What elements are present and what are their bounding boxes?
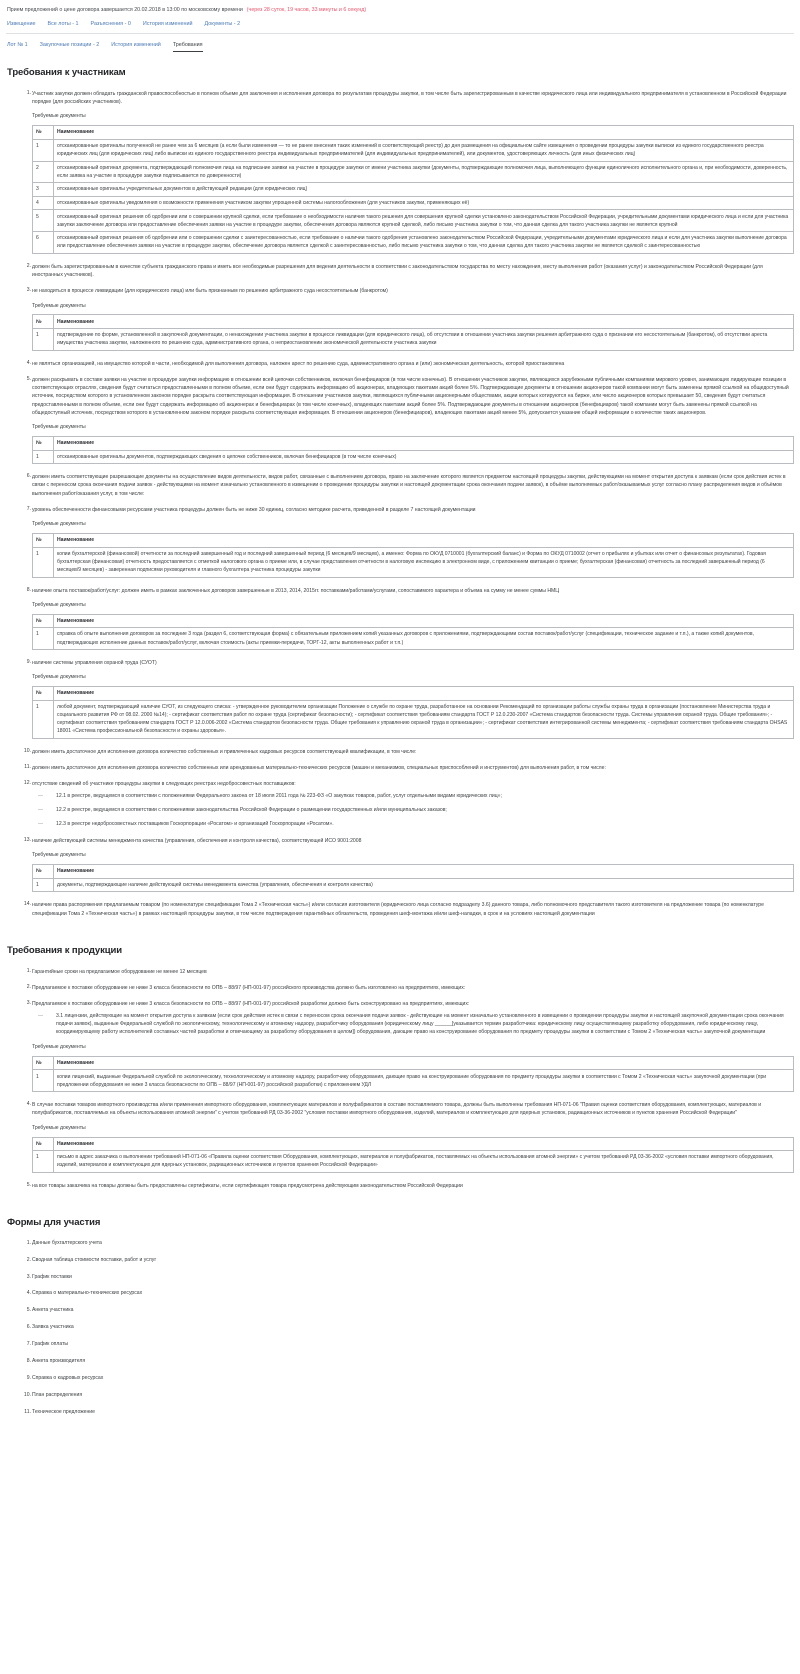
requirement-item [6,764,794,772]
table-row [33,232,794,254]
column-header-number: № [33,534,54,548]
column-header-name: Наименование [54,126,794,140]
document-name: отсканированный оригинал решения об одобрении или о совершении крупной сделки, если требование о необходимости наличия такого решения для совершения крупной сделки установлено законодательством Российской Федерации, учредительными документами юридического лица и если для участника закупки заключение договора или предоставление обеспечения заявки на участие в процедуре закупки, обеспечения договора являются крупной сделкой, либо письмо участника закупки о том, что данная сделка для такого участника закупки не является крупной [54,210,794,232]
document-name: подтверждение по форме, установленной в закупочной документации, о ненахождении участника закупки в процессе ликвидации (для юридического лица), об отсутствии в отношении участника закупки решения арбитражного суда о признании его несостоятельным (банкротом), об отсутствии ареста имущества участника закупки, наложенного по решению суда, административного органа, о неприостановлении экономической деятельности участника закупки [54,328,794,350]
requirement-item [6,587,794,650]
document-name: отсканированный оригинал решения об одобрении или о совершении сделки с заинтересованностью, если требование о наличии такого одобрения установлено законодательством Российской Федерации, учредительными документами юридического лица и если для участника закупки выполнение договора или предоставление обеспечения заявки на участие в процедуре закупки, обеспечение договора является сделкой с заинтересованностью, либо письмо участника закупки о том, что данная сделка для такого участника закупки не является сделкой с заинтересованностью [54,232,794,254]
requirement-text: наличие права распоряжения предлагаемым товаром (по номенклатуре спецификации Тома 2 «Техническая часть») и/или согласия изготовителя (юридического лица согласно подразделу 3.6) данного товара, либо полномочного представителя такого изготовителя на предложение товара (по номенклатуре спецификации Тома 2 «Техническая часть») в рамках настоящей процедуры закупки, в том числе подтверждения гарантийных обязательств, проведения шеф-монтажа и/или шеф-наладки, в срок и на условиях настоящей документации [32,902,764,917]
column-header-number: № [33,1137,54,1151]
required-documents-block [32,424,794,464]
column-header-number: № [33,437,54,451]
required-documents-table [32,436,794,464]
requirement-item [6,263,794,280]
requirement-text: должен иметь достаточное для исполнения договора количество собственных или арендованных материально-технических ресурсов (машин и механизмов, специальных приспособлений и инструментов) для выполнения работ, в том числе: [32,764,606,771]
participants-requirements-list [6,90,794,918]
table-row [33,183,794,197]
table-row [33,1151,794,1173]
required-documents-label: Требуемые документы [32,302,86,309]
requirement-item [6,968,794,976]
column-header-name: Наименование [54,534,794,548]
requirement-subitem: — 12.1 в реестре, ведущемся в соответствии с положениями Федерального закона от 18 июля 2011 года № 223-ФЗ «О закупках товаров, работ, услуг отдельными видами юридических лиц»; [32,793,794,801]
deadline-text: Прием предложений о цене договора завершается 20.02.2018 в 13:00 по московскому времени [7,7,243,13]
document-index: 1 [33,878,54,892]
requirement-item [6,748,794,756]
tab-lot-change-history[interactable]: История изменений [111,41,161,48]
tab-documents[interactable]: Документы - 2 [204,21,241,28]
requirement-text: должен раскрывать в составе заявки на участие в процедуре закупки информацию в отношении всей цепочки собственников, включая бенефициаров (в том числе конечных). В отношении участников закупки, являющихся зарубежными публичными компаниями мирового уровня, занимающих лидирующие позиции в соответствующих отраслях, сведения будут считаться предоставленными в полном объеме, если они будут содержать информацию об акционерах, владеющих пакетами акций более 5%. Подтверждающие документы в отношении акционеров такой компании могут быть заменены прямой ссылкой на общедоступный источник, посредством которого в установленном законом порядке раскрыта соответствующая информация. В отношении участников закупки, являющихся публичными акционерными обществами, акции которых котируются на бирже, или число акционеров которых превышает 50, сведения будут считаться предоставленными в полном объеме, если они будут содержать информацию об акционерах и бенефициарах (в том числе конечных), владеющих пакетами акций более 5%. Подтверждающие документы в отношении акционеров (бенефициаров) такой компании могут быть заменены прямой ссылкой на общедоступный источник, посредством которого в установленном законом порядке раскрыта соответствующая информация. В отношении акционеров (бенефициаров), владеющих пакетами акций менее 5%, допускается указание общей информации о количестве таких акционеров. [32,376,789,416]
document-index: 1 [33,628,54,650]
form-item[interactable]: Заявка участника [32,1324,74,1331]
requirement-text: не являться организацией, на имущество которой в части, необходимой для выполнения договора, наложен арест по решению суда, административного органа и (или) экономическая деятельность, которой приостановлена [32,360,565,367]
document-index: 1 [33,547,54,577]
table-row [33,628,794,650]
column-header-name: Наименование [54,687,794,701]
requirement-text: Гарантийные сроки на предлагаемое оборудование не менее 12 месяцев [32,968,207,975]
requirement-item [6,376,794,464]
primary-tab-bar [6,14,794,33]
document-name: копии лицензий, выданные Федеральной службой по экологическому, технологическому и атомному надзору, разработчику оборудования, дающие право на конструирование оборудования по предмету процедуры закупки в соответствии с Томом 2 «Техническая часть» закупочной документации (при предложении оборудования не ниже 3 класса безопасности по ОПБ – 88/97 (НП-001-97) российской разработки) с приложением УДЛ [54,1070,794,1092]
column-header-name: Наименование [54,865,794,879]
column-header-number: № [33,614,54,628]
table-row [33,1070,794,1092]
requirement-text: не находиться в процессе ликвидации (для юридического лица) или быть признанным по решению арбитражного суда несостоятельным (банкротом) [32,288,388,295]
document-index: 3 [33,183,54,197]
document-index: 1 [33,328,54,350]
document-name: отсканированные оригиналы полученной не ранее чем за 6 месяцев (а если были изменения — то не ранее внесения таких изменений в соответствующий реестр) до дня размещения на официальном сайте извещения о проведении процедуры закупки выписки из единого государственного реестра юридических лиц (для юридических лиц) либо выписки из единого государственного реестра индивидуальных предпринимателей (для индивидуальных предпринимателей), или документов, удостоверяющих личность (для иных физических лиц) [54,139,794,161]
form-item[interactable]: Анкета производителя [32,1357,86,1364]
table-row [33,139,794,161]
required-documents-block [32,852,794,892]
form-item[interactable]: График поставки [32,1273,72,1280]
required-documents-label: Требуемые документы [32,1124,86,1131]
required-documents-label: Требуемые документы [32,674,86,681]
column-header-number: № [33,865,54,879]
secondary-tab-bar [6,34,794,52]
table-header-row [33,1137,794,1151]
forms-title: Формы для участия [7,1217,101,1229]
form-item[interactable]: План распределения [32,1391,83,1398]
document-index: 2 [33,161,54,183]
requirement-text: должен быть зарегистрированным в качестве субъекта гражданского права и иметь все необходимые разрешения для ведения деятельности в соответствии с законодательством государства по месту нахождения, месту выполнения работ (оказания услуг) и законодательством Российской Федерации (для иностранных участников). [32,263,763,279]
requirement-subitem: — 12.3 в реестре недобросовестных поставщиков Госкорпорации «Росатом» и организаций Госкорпорации «Росатом». [32,821,794,829]
required-documents-table [32,125,794,254]
column-header-name: Наименование [54,1137,794,1151]
requirement-text: уровень обеспеченности финансовыми ресурсами участника процедуры должен быть не ниже 30 единиц, согласно методике расчета, приведенной в разделе 7 настоящей документации [32,506,476,513]
table-header-row [33,315,794,329]
participation-forms-list [6,1240,794,1417]
requirement-subitem-list [32,793,794,829]
requirement-item [6,506,794,578]
submission-deadline-notice [6,5,794,14]
table-header-row [33,534,794,548]
products-requirements-list [6,968,794,1190]
deadline-countdown: (через 28 суток, 19 часов, 33 минуты и 6 секунд) [246,7,367,13]
required-documents-label: Требуемые документы [32,424,86,431]
requirement-text: Предлагаемое к поставке оборудование не ниже 3 класса безопасности по ОПБ – 88/97 (НП-001-97) российской разработки должно быть сконструировано на предприятиях, имеющих: [32,1001,470,1008]
form-item[interactable]: Сводная таблица стоимости поставки, работ и услуг [32,1256,157,1263]
document-index: 6 [33,232,54,254]
document-index: 5 [33,210,54,232]
required-documents-block [32,1125,794,1173]
table-row [33,547,794,577]
document-index: 4 [33,196,54,210]
participants-requirements-title: Требования к участникам [7,67,126,79]
required-documents-block [32,674,794,739]
table-row [33,700,794,738]
requirement-subitem-list [32,1013,794,1037]
document-name: отсканированный оригинал документа, подтверждающий полномочия лица на подписание заявки на участие в процедуре закупки от имени участника закупки (документы, подтверждающие полномочия лица, выполняющего функции единоличного исполнительного органа и, при необходимости, доверенность, если заявка на участие в процедуре закупки подписывается по доверенности) [54,161,794,183]
requirement-item [6,360,794,368]
table-row [33,450,794,464]
document-index: 1 [33,1070,54,1092]
requirement-item [6,1182,794,1190]
tab-purchase-positions[interactable]: Закупочные позиции - 2 [39,41,100,48]
required-documents-label: Требуемые документы [32,852,86,859]
requirement-item [6,659,794,739]
form-item[interactable]: Справка о материально-технических ресурсах [32,1290,143,1297]
table-header-row [33,437,794,451]
table-row [33,328,794,350]
requirement-text: наличие системы управления охраной труда (СУОТ) [32,659,157,666]
requirement-item [6,287,794,350]
document-index: 1 [33,700,54,738]
document-name: письмо в адрес заказчика о выполнении требований НП-071-06 «Правила оценки соответствия Оборудования, комплектующих, материалов и полуфабрикатов, поставляемых на объекты использования атомной энергии» с учетом требований РД 03-36-2002 «условия поставки импортного оборудования, изделий, материалов и комплектующих для ядерных установок, радиационных источников и пунктов хранения Российской Федерации» [54,1151,794,1173]
required-documents-block [32,1044,794,1092]
requirement-item [6,473,794,498]
table-row [33,161,794,183]
document-name: копии бухгалтерской (финансовой) отчетности за последний завершенный год и последний завершенный период (6 месяцев/9 месяцев), а именно: Форма по ОКУД 0710001 (бухгалтерский баланс) и Форма по ОКУД 0710002 (отчет о прибылях и убытках или отчет о финансовых результатах). Годовая бухгалтерская (финансовая) отчетность предоставляется с отметкой налогового органа о приеме или, в случае представления отчетности в налоговую инспекцию в электронном виде, с приложением квитанции о приеме; бухгалтерская (финансовая) отчетность за последний завершенный период (6 месяцев/9 месяцев) - заверенная подписями руководителя и главного бухгалтера участника процедуры закупки [54,547,794,577]
required-documents-block [32,521,794,577]
required-documents-table [32,533,794,577]
document-name: отсканированные оригиналы уведомления о возможности применения участником закупки упрощенной системы налогообложения (для участников закупки, применяющих её) [54,196,794,210]
document-name: отсканированные оригиналы документов, подтверждающих сведения о цепочке собственников, включая бенефициаров (в том числе конечных) [54,450,794,464]
required-documents-table [32,1056,794,1092]
table-row [33,210,794,232]
column-header-name: Наименование [54,614,794,628]
requirement-subitem: — 12.2 в реестре, ведущемся в соответствии с положениями законодательства Российской Федерации о размещении государственных и/или муниципальных заказов; [32,807,794,815]
required-documents-block [32,303,794,351]
required-documents-label: Требуемые документы [32,601,86,608]
column-header-name: Наименование [54,437,794,451]
requirement-subitem: — 3.1 лицензии, действующие на момент открытия доступа к заявкам (если срок действия истек в связи с переносом срока окончания подачи заявок - действующие на момент изначально установленного в извещении о проведении процедуры закупки и настоящей закупочной документации срока окончания подачи заявок), выданные Федеральной службой по экологическому, технологическому и атомному надзору, разработчику оборудования (юридическому лицу ______[указывается термин разработчика: юридическому лицу осуществляющему разработку оборудования, либо юридическому лицу, координирующему работу исполнителей составных частей разработки и отвечающему за разработку оборудования в целом]) оборудования, дающие право на конструирование оборудования по предмету процедуры закупки в соответствии с Томом 2 «Техническая часть» закупочной документации [32,1013,794,1037]
form-item[interactable]: Анкета участника [32,1307,74,1314]
required-documents-block [32,602,794,650]
form-item[interactable]: Данные бухгалтерского учета [32,1239,102,1246]
requirement-text: должен иметь соответствующие разрешающие документы на осуществление видов деятельности, видов работ, связанные с выполнением договора, право на заключение которого является предметом настоящей процедуры закупки, действующими на момент открытия доступа к заявкам (если срок действия истек в связи с переносом срока окончания подачи заявок - действующими на момент изначально установленного в извещении о проведении процедуры закупки и настоящей документации срока окончания подачи заявок), в объёме выполняемых работ/оказываемых услуг согласно плану распределения видов и объёмов выполнения работ/оказания услуг, в том числе: [32,474,786,497]
tab-all-lots[interactable]: Все лоты - 1 [47,21,79,28]
form-item[interactable]: Техническое предложение [32,1408,95,1415]
column-header-number: № [33,126,54,140]
products-requirements-title: Требования к продукции [7,944,122,956]
table-header-row [33,614,794,628]
requirement-item [6,837,794,892]
requirement-text: Предлагаемое к поставке оборудование не ниже 3 класса безопасности по ОПБ – 88/97 (НП-001-97) российского производства должно быть изготовлено на предприятиях, имеющих: [32,984,466,991]
requirement-text: должен иметь достаточное для исполнения договора количество собственных и привлеченных кадровых ресурсов соответствующей квалификации, в том числе: [32,748,417,755]
tab-change-history[interactable]: История изменений [142,21,193,28]
requirement-text: Участник закупки должен обладать гражданской правоспособностью в полном объеме для заключения и исполнения договора по результатам процедуры закупки, в том числе быть зарегистрированным в качестве юридического лица или индивидуального предпринимателя в установленном в Российской Федерации порядке (для российских участников). [32,90,787,106]
tab-izveshchenie[interactable]: Извещение [7,21,36,28]
requirement-item [6,780,794,829]
required-documents-label: Требуемые документы [32,1043,86,1050]
document-name: справка об опыте выполнения договоров за последние 3 года (раздел 6, соответствующая форма) с обязательным приложением копий указанных договоров с приложениями, подтверждающими состав поставок/работ/услуг (спецификации, техническое задание и т.п.), а также копий документов, подтверждающих исполнение данных поставок/работ/услуг, включая стоимость (акты приемки-передачи, ТОРГ-12, акты выполненных работ и т.п.) [54,628,794,650]
required-documents-label: Требуемые документы [32,113,86,120]
tab-clarifications[interactable]: Разъяснения - 0 [90,21,131,28]
requirement-item [6,1101,794,1173]
requirement-item [6,984,794,992]
tab-lot-1[interactable]: Лот № 1 [7,41,28,48]
document-name: документы, подтверждающие наличие действующей системы менеджмента качества (управления, обеспечения и контроля качества) [54,878,794,892]
table-row [33,878,794,892]
required-documents-table [32,614,794,650]
tab-requirements[interactable]: Требования [173,41,203,52]
requirement-item [6,1000,794,1092]
required-documents-table [32,314,794,350]
column-header-number: № [33,315,54,329]
column-header-number: № [33,1056,54,1070]
required-documents-block [32,113,794,253]
form-item[interactable]: График оплаты [32,1341,69,1348]
requirement-item [6,90,794,254]
table-header-row [33,126,794,140]
table-header-row [33,1056,794,1070]
document-index: 1 [33,139,54,161]
requirement-text: наличие действующей системы менеджмента качества (управления, обеспечения и контроля качества), соответствующей ИСО 9001:2008 [32,838,362,845]
table-header-row [33,687,794,701]
required-documents-table [32,1137,794,1173]
column-header-name: Наименование [54,1056,794,1070]
requirement-text: отсутствие сведений об участнике процедуры закупки в следующих реестрах недобросовестных поставщиков: [32,781,296,788]
table-row [33,196,794,210]
form-item[interactable]: Справка о кадровых ресурсах [32,1374,104,1381]
requirement-item [6,901,794,918]
required-documents-table [32,864,794,892]
requirement-text: наличие опыта поставок/работ/услуг: должен иметь в рамках заключенных договоров завершенные в 2013, 2014, 2015гг. поставками/работами/услугами, сопоставимого характера и объема на сумму не менее суммы НМЦ [32,587,560,594]
document-index: 1 [33,1151,54,1173]
column-header-number: № [33,687,54,701]
requirement-text: В случае поставки товаров импортного производства и/или применения импортного оборудования, комплектующих материалов и полуфабрикатов в составе поставляемого товара, должны быть выполнены требования НП-071-06 "Правил оценки соответствия оборудования, комплектующих, материалов и полуфабрикатов, поставляемых на объекты использования атомной энергии" с учетом требований РД 03-36-2002 "условия поставки импортного оборудования, изделий, материалов и комплектующих для ядерных установок, радиационных источников и пунктов хранения Российской Федерации" [32,1102,762,1117]
document-index: 1 [33,450,54,464]
requirement-text: на все товары заказчика на товары должны быть предоставлены сертификаты, если сертификация товара предусмотрена действующим законодательством Российской Федерации [32,1182,463,1189]
table-header-row [33,865,794,879]
required-documents-label: Требуемые документы [32,521,86,528]
column-header-name: Наименование [54,315,794,329]
document-name: отсканированные оригиналы учредительных документов в действующей редакции (для юридических лиц) [54,183,794,197]
required-documents-table [32,686,794,739]
document-name: любой документ, подтверждающий наличие СУОТ, из следующего списка: - утвержденное руководителем организации Положение о службе по охране труда, разработанное на основании Рекомендаций по организации работы службы охраны труда в организации (постановление Министерства труда и социального развития РФ от 08.02. 2000 №14); - сертификат соответствия работ по охране труда (сертификат безопасности); - сертификат соответствия требованиям стандарта ГОСТ Р 12.0.230-2007 «Система стандартов безопасности труда. Системы управления охраной труда. Общие требования»; - сертификат соответствия требованиям стандарта ГОСТ Р 12.0.006-2002 «Система стандартов безопасности труда. Общие требования к управлению охраной труда в организации»; - сертификат соответствия интегрированной системы менеджмента; - сертификат соответствия требованиям стандарта OHSAS 18001 «Система профессиональной безопасности и охраны здоровья». [54,700,794,738]
